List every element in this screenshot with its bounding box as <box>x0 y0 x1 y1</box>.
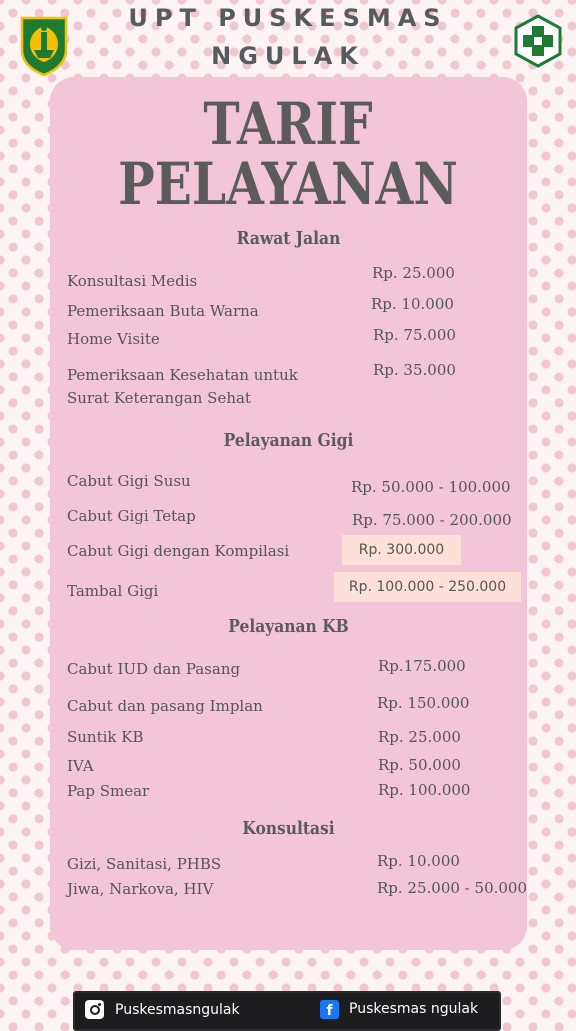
instagram-icon <box>85 1000 104 1019</box>
service-name: Suntik KB <box>67 728 144 746</box>
service-name: Home Visite <box>67 330 160 348</box>
service-price: Rp. 100.000 <box>378 781 471 799</box>
service-name: Konsultasi Medis <box>67 272 198 290</box>
service-name: Cabut Gigi Susu <box>67 472 191 490</box>
facebook-handle[interactable]: Puskesmas ngulak <box>349 1001 479 1017</box>
service-name: Jiwa, Narkova, HIV <box>67 880 214 898</box>
service-price: Rp. 50.000 <box>378 756 461 774</box>
header-title-line2: NGULAK <box>211 42 365 70</box>
service-name: Cabut Gigi dengan Kompilasi <box>67 542 290 560</box>
service-name: Pap Smear <box>67 782 150 800</box>
service-name: IVA <box>67 757 94 775</box>
service-name: Gizi, Sanitasi, PHBS <box>67 855 222 873</box>
service-price: Rp. 35.000 <box>373 361 456 379</box>
puskesmas-logo <box>513 14 563 68</box>
service-name: Cabut dan pasang Implan <box>67 697 263 715</box>
service-price: Rp. 25.000 <box>372 264 455 282</box>
section-heading-pelayanan-kb: Pelayanan KB <box>228 616 349 637</box>
header-title-line1: UPT PUSKESMAS <box>128 4 448 32</box>
service-price: Rp. 150.000 <box>377 694 470 712</box>
service-price: Rp. 25.000 <box>378 728 461 746</box>
service-price: Rp. 10.000 <box>371 295 454 313</box>
service-name: Cabut Gigi Tetap <box>67 507 196 525</box>
service-name-line2: Surat Keterangan Sehat <box>67 389 251 407</box>
page-title-line1: TARIF <box>203 90 373 158</box>
section-heading-rawat-jalan: Rawat Jalan <box>236 228 341 249</box>
highlighted-price: Rp. 300.000 <box>342 535 461 565</box>
service-price: Rp. 10.000 <box>377 852 460 870</box>
section-heading-pelayanan-gigi: Pelayanan Gigi <box>223 430 354 451</box>
service-price: Rp. 75.000 <box>373 326 456 344</box>
service-name: Tambal Gigi <box>67 582 159 600</box>
instagram-handle[interactable]: Puskesmasngulak <box>115 1002 240 1018</box>
section-heading-konsultasi: Konsultasi <box>242 818 335 839</box>
service-price: Rp. 50.000 - 100.000 <box>351 478 511 496</box>
page-title-line2: PELAYANAN <box>118 150 458 218</box>
service-name: Cabut IUD dan Pasang <box>67 660 241 678</box>
facebook-icon: f <box>320 1000 339 1019</box>
service-name-line1: Pemeriksaan Kesehatan untuk <box>67 366 298 384</box>
service-price: Rp. 75.000 - 200.000 <box>352 511 512 529</box>
service-name: Pemeriksaan Buta Warna <box>67 302 259 320</box>
social-footer <box>73 991 501 1031</box>
service-price: Rp. 25.000 - 50.000 <box>377 879 528 897</box>
highlighted-price: Rp. 100.000 - 250.000 <box>334 572 521 602</box>
service-price: Rp.175.000 <box>378 657 466 675</box>
